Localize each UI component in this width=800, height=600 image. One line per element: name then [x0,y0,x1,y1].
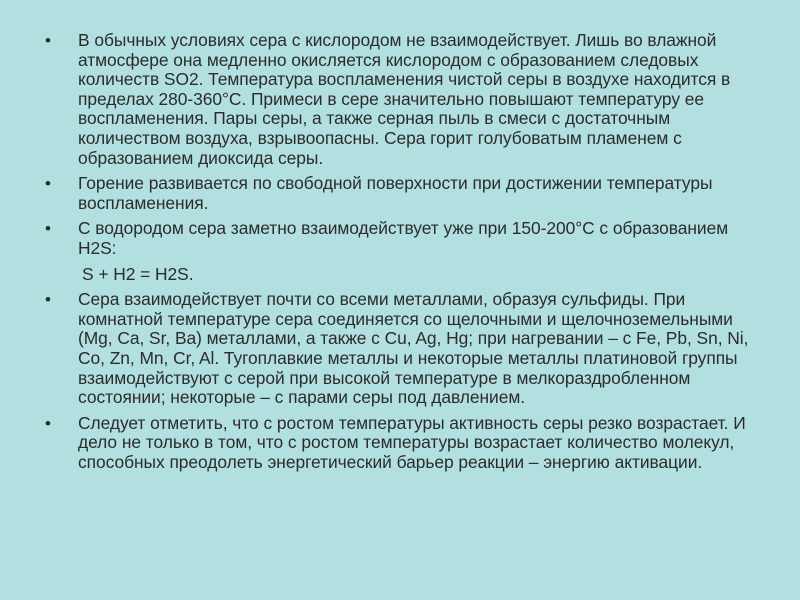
bullet-icon: • [45,290,51,310]
paragraph-text: С водородом сера заметно взаимодействует уже при 150-200°С с образованием H2S: [78,218,729,258]
bullet-list [45,31,760,472]
paragraph-formula [45,265,760,285]
paragraph-text: В обычных условиях сера с кислородом не взаимодействует. Лишь во влажной атмосфере она медленно окисляется кислородом с образованием следовых количеств SO2. Температура воспламенения чистой серы в воздухе находится в пределах 280-360°С. Примеси в сере значительно повышают температуру ее воспламенения. Пары серы, а также серная пыль в смеси с достаточным количеством воздуха, взрывоопасны. Сера горит голубоватым пламенем с образованием диоксида серы. [78,30,731,168]
bullet-icon: • [45,219,51,239]
paragraph-hydrogen [45,219,760,258]
paragraph-text: Сера взаимодействует почти со всеми металлами, образуя сульфиды. При комнатной температуре сера соединяется со щелочными и щелочноземельными (Mg, Ca, Sr, Ba) металлами, а также с Cu, Ag, Hg; при нагревании – с Fe, Pb, Sn, Ni, Co, Zn, Mn, Cr, Al. Тугоплавкие металлы и некоторые металлы платиновой группы взаимодействуют с серой при высокой температуре в мелкораздробленном состоянии; некоторые – с парами серы под давлением. [78,289,749,408]
paragraph-text: Горение развивается по свободной поверхности при достижении температуры воспламенения. [78,173,713,213]
paragraph-oxygen [45,31,760,168]
bullet-icon: • [45,174,51,194]
paragraph-combustion [45,174,760,213]
reaction-formula: S + H2 = H2S. [82,263,194,284]
paragraph-metals [45,290,760,408]
bullet-icon: • [45,31,51,50]
bullet-icon: • [45,413,51,433]
paragraph-activation [45,414,760,473]
paragraph-text: Следует отметить, что с ростом температуры активность серы резко возрастает. И дело не только в том, что с ростом температуры возрастает количество молекул, способных преодолеть энергетический барьер реакции – энергию активации. [78,412,746,472]
